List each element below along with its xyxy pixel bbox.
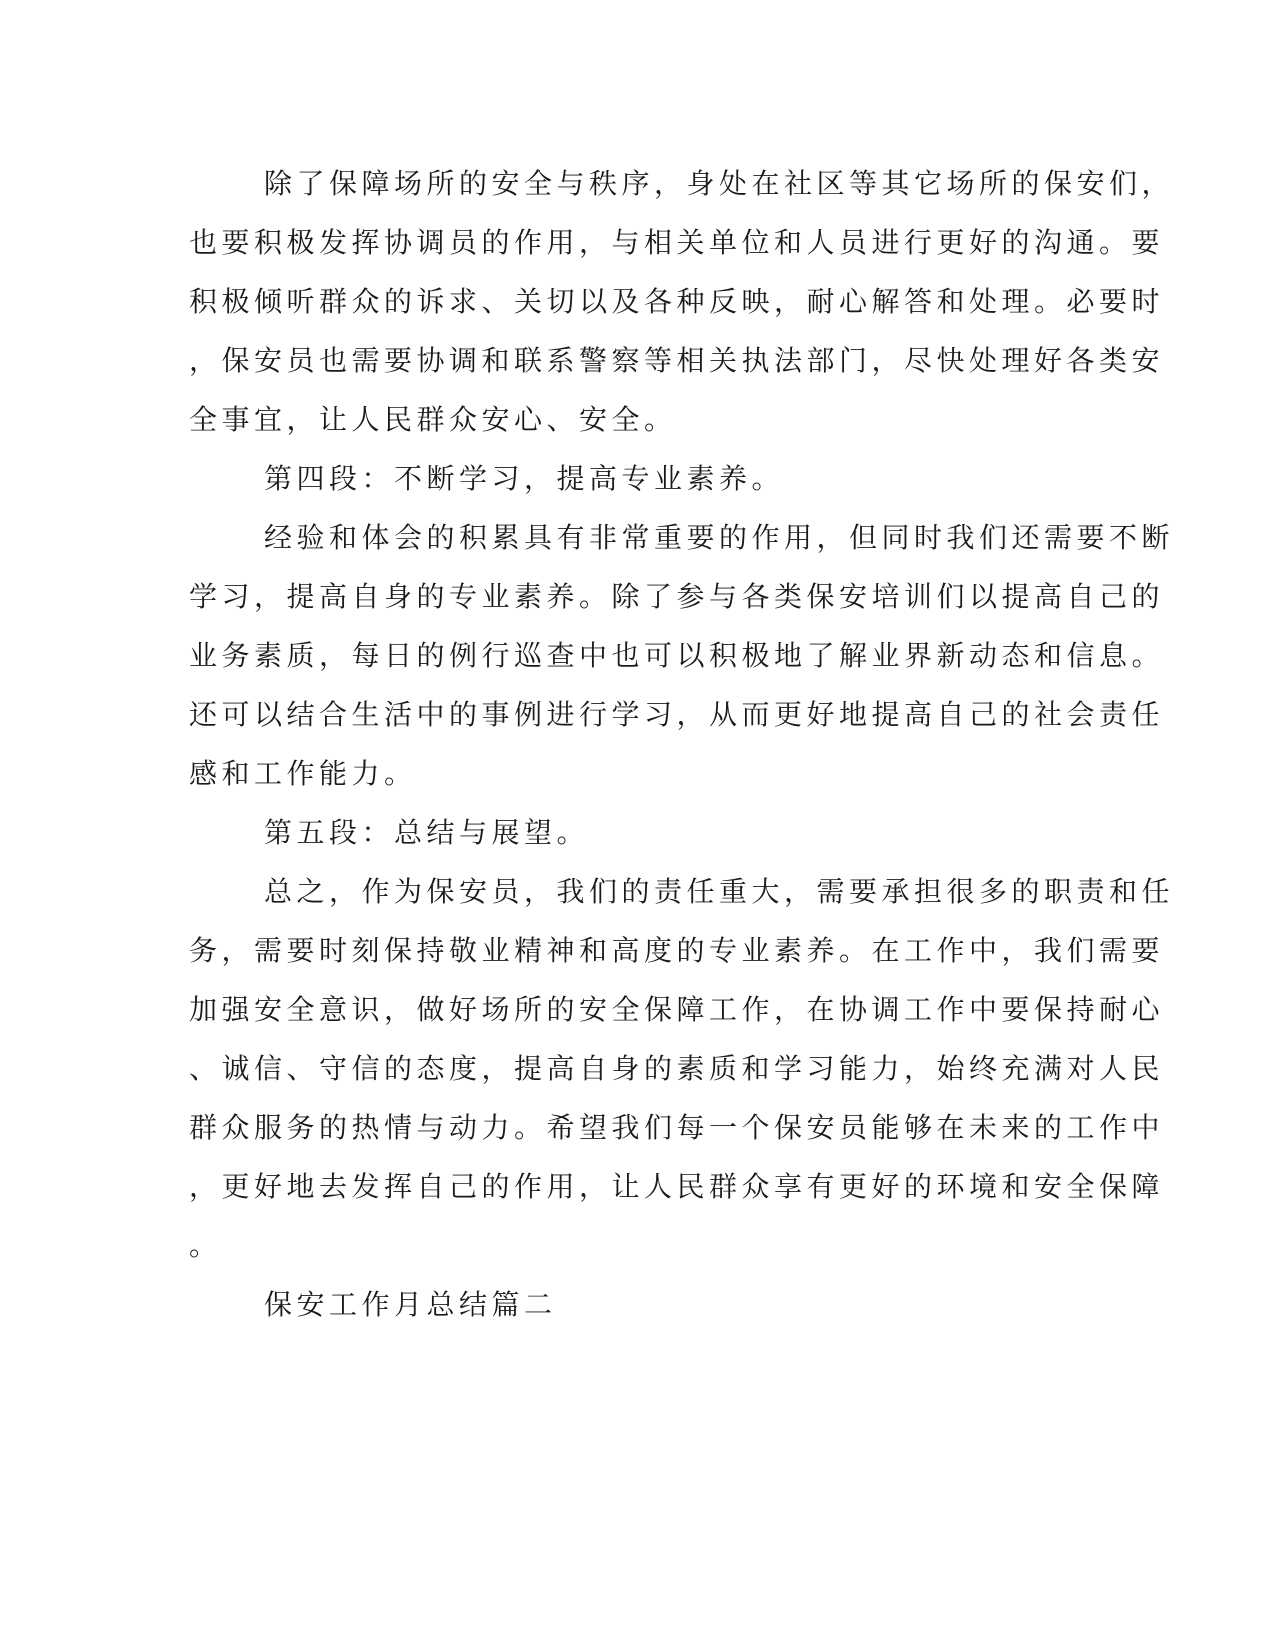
paragraph-line: ，保安员也需要协调和联系警察等相关执法部门，尽快处理好各类安 <box>189 344 1165 377</box>
paragraph-line: 。 <box>189 1229 222 1262</box>
paragraph-line: 总之，作为保安员，我们的责任重大，需要承担很多的职责和任 <box>264 875 1175 908</box>
section-heading-5: 第五段：总结与展望。 <box>264 816 590 849</box>
paragraph-line: 全事宜，让人民群众安心、安全。 <box>189 403 677 436</box>
paragraph-line: 学习，提高自身的专业素养。除了参与各类保安培训们以提高自己的 <box>189 580 1165 613</box>
paragraph-line: 也要积极发挥协调员的作用，与相关单位和人员进行更好的沟通。要 <box>189 226 1165 259</box>
paragraph-line: 感和工作能力。 <box>189 757 417 790</box>
paragraph-line: 务，需要时刻保持敬业精神和高度的专业素养。在工作中，我们需要 <box>189 934 1165 967</box>
paragraph-line: 、诚信、守信的态度，提高自身的素质和学习能力，始终充满对人民 <box>189 1052 1165 1085</box>
section-heading-4: 第四段：不断学习，提高专业素养。 <box>264 462 785 495</box>
paragraph-line: 业务素质，每日的例行巡查中也可以积极地了解业界新动态和信息。 <box>189 639 1165 672</box>
paragraph-line: ，更好地去发挥自己的作用，让人民群众享有更好的环境和安全保障 <box>189 1170 1165 1203</box>
paragraph-line: 加强安全意识，做好场所的安全保障工作，在协调工作中要保持耐心 <box>189 993 1165 1026</box>
paragraph-line: 还可以结合生活中的事例进行学习，从而更好地提高自己的社会责任 <box>189 698 1165 731</box>
paragraph-line: 积极倾听群众的诉求、关切以及各种反映，耐心解答和处理。必要时 <box>189 285 1165 318</box>
paragraph-line: 除了保障场所的安全与秩序，身处在社区等其它场所的保安们， <box>264 167 1175 200</box>
paragraph-line: 群众服务的热情与动力。希望我们每一个保安员能够在未来的工作中 <box>189 1111 1165 1144</box>
section-title: 保安工作月总结篇二 <box>264 1288 557 1321</box>
paragraph-line: 经验和体会的积累具有非常重要的作用，但同时我们还需要不断 <box>264 521 1175 554</box>
